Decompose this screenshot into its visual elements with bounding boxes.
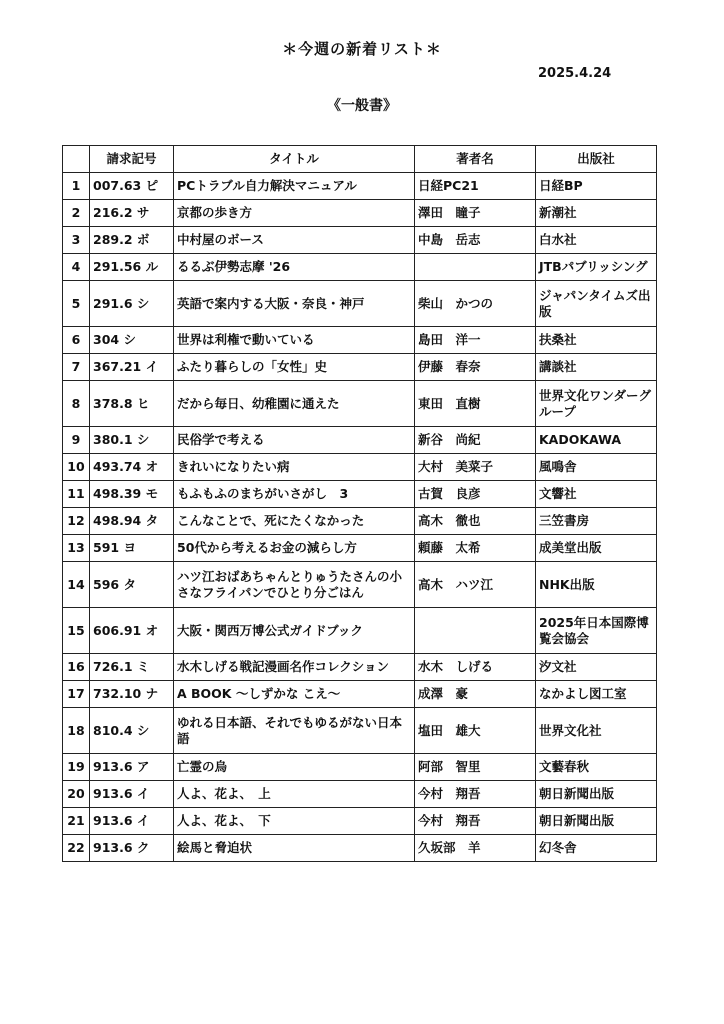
call-number: 913.6 ア: [90, 754, 174, 781]
table-row: [63, 608, 657, 654]
call-number: 291.6 シ: [90, 281, 174, 327]
call-number: 606.91 オ: [90, 608, 174, 654]
row-number: 10: [63, 454, 90, 481]
book-title: 民俗学で考える: [174, 427, 415, 454]
author-name: 新谷 尚紀: [415, 427, 536, 454]
header-author: 著者名: [415, 146, 536, 173]
call-number: 493.74 オ: [90, 454, 174, 481]
table-row: [63, 173, 657, 200]
publisher-name: なかよし図工室: [536, 681, 657, 708]
book-title: もふもふのまちがいさがし 3: [174, 481, 415, 508]
author-name: 久坂部 羊: [415, 835, 536, 862]
publisher-name: 文響社: [536, 481, 657, 508]
table-row: [63, 781, 657, 808]
table-row: [63, 454, 657, 481]
table-row: [63, 227, 657, 254]
table-row: [63, 708, 657, 754]
row-number: 12: [63, 508, 90, 535]
call-number: 913.6 イ: [90, 781, 174, 808]
author-name: 高木 ハツ江: [415, 562, 536, 608]
author-name: 今村 翔吾: [415, 781, 536, 808]
table-row: [63, 327, 657, 354]
author-name: 澤田 瞳子: [415, 200, 536, 227]
publisher-name: NHK出版: [536, 562, 657, 608]
book-title: 人よ、花よ、 下: [174, 808, 415, 835]
row-number: 5: [63, 281, 90, 327]
call-number: 367.21 イ: [90, 354, 174, 381]
publisher-name: 2025年日本国際博覧会協会: [536, 608, 657, 654]
call-number: 732.10 ナ: [90, 681, 174, 708]
table-header-row: [63, 146, 657, 173]
book-title: ゆれる日本語、それでもゆるがない日本語: [174, 708, 415, 754]
book-title: 人よ、花よ、 上: [174, 781, 415, 808]
row-number: 1: [63, 173, 90, 200]
book-title: 亡霊の烏: [174, 754, 415, 781]
book-title: 絵馬と脅迫状: [174, 835, 415, 862]
table-row: [63, 481, 657, 508]
row-number: 2: [63, 200, 90, 227]
header-no: [63, 146, 90, 173]
book-title: こんなことで、死にたくなかった: [174, 508, 415, 535]
author-name: 日経PC21: [415, 173, 536, 200]
call-number: 913.6 イ: [90, 808, 174, 835]
book-title: きれいになりたい病: [174, 454, 415, 481]
call-number: 007.63 ピ: [90, 173, 174, 200]
table-row: [63, 681, 657, 708]
call-number: 726.1 ミ: [90, 654, 174, 681]
author-name: 頼藤 太希: [415, 535, 536, 562]
publisher-name: 汐文社: [536, 654, 657, 681]
author-name: 成澤 豪: [415, 681, 536, 708]
call-number: 289.2 ボ: [90, 227, 174, 254]
list-date: 2025.4.24: [538, 66, 612, 81]
publisher-name: 世界文化社: [536, 708, 657, 754]
row-number: 14: [63, 562, 90, 608]
book-title: 世界は利権で動いている: [174, 327, 415, 354]
publisher-name: 講談社: [536, 354, 657, 381]
publisher-name: 風鳴舎: [536, 454, 657, 481]
row-number: 15: [63, 608, 90, 654]
book-title: ふたり暮らしの「女性」史: [174, 354, 415, 381]
publisher-name: 扶桑社: [536, 327, 657, 354]
section-heading: 《一般書》: [327, 98, 397, 114]
author-name: 大村 美菜子: [415, 454, 536, 481]
publisher-name: 朝日新聞出版: [536, 808, 657, 835]
author-name: 伊藤 春奈: [415, 354, 536, 381]
author-name: [415, 608, 536, 654]
publisher-name: 文藝春秋: [536, 754, 657, 781]
author-name: [415, 254, 536, 281]
row-number: 11: [63, 481, 90, 508]
row-number: 17: [63, 681, 90, 708]
book-title: A BOOK ～しずかな こえ～: [174, 681, 415, 708]
table-row: [63, 381, 657, 427]
call-number: 596 タ: [90, 562, 174, 608]
table-row: [63, 427, 657, 454]
author-name: 東田 直樹: [415, 381, 536, 427]
row-number: 6: [63, 327, 90, 354]
book-title: だから毎日、幼稚園に通えた: [174, 381, 415, 427]
row-number: 21: [63, 808, 90, 835]
book-title: るるぶ伊勢志摩 '26: [174, 254, 415, 281]
row-number: 16: [63, 654, 90, 681]
header-title: タイトル: [174, 146, 415, 173]
row-number: 3: [63, 227, 90, 254]
author-name: 柴山 かつの: [415, 281, 536, 327]
book-title: 大阪・関西万博公式ガイドブック: [174, 608, 415, 654]
publisher-name: ジャパンタイムズ出版: [536, 281, 657, 327]
table-row: [63, 254, 657, 281]
row-number: 8: [63, 381, 90, 427]
table-row: [63, 200, 657, 227]
table-row: [63, 281, 657, 327]
publisher-name: 三笠書房: [536, 508, 657, 535]
author-name: 中島 岳志: [415, 227, 536, 254]
call-number: 810.4 シ: [90, 708, 174, 754]
table-row: [63, 754, 657, 781]
author-name: 古賀 良彦: [415, 481, 536, 508]
row-number: 13: [63, 535, 90, 562]
publisher-name: 白水社: [536, 227, 657, 254]
table-row: [63, 535, 657, 562]
call-number: 591 ヨ: [90, 535, 174, 562]
publisher-name: JTBパブリッシング: [536, 254, 657, 281]
book-title: 水木しげる戦記漫画名作コレクション: [174, 654, 415, 681]
publisher-name: 新潮社: [536, 200, 657, 227]
row-number: 7: [63, 354, 90, 381]
header-call-number: 請求記号: [90, 146, 174, 173]
header-publisher: 出版社: [536, 146, 657, 173]
call-number: 378.8 ヒ: [90, 381, 174, 427]
book-title: 京都の歩き方: [174, 200, 415, 227]
book-title: ハツ江おばあちゃんとりゅうたさんの小さなフライパンでひとり分ごはん: [174, 562, 415, 608]
table-row: [63, 808, 657, 835]
publisher-name: 日経BP: [536, 173, 657, 200]
call-number: 216.2 サ: [90, 200, 174, 227]
author-name: 水木 しげる: [415, 654, 536, 681]
call-number: 380.1 シ: [90, 427, 174, 454]
row-number: 4: [63, 254, 90, 281]
row-number: 18: [63, 708, 90, 754]
publisher-name: 朝日新聞出版: [536, 781, 657, 808]
publisher-name: KADOKAWA: [536, 427, 657, 454]
author-name: 阿部 智里: [415, 754, 536, 781]
call-number: 291.56 ル: [90, 254, 174, 281]
book-title: PCトラブル自力解決マニュアル: [174, 173, 415, 200]
book-title: 英語で案内する大阪・奈良・神戸: [174, 281, 415, 327]
page-title: ＊今週の新着リスト＊: [282, 40, 442, 58]
publisher-name: 成美堂出版: [536, 535, 657, 562]
author-name: 島田 洋一: [415, 327, 536, 354]
book-title: 50代から考えるお金の減らし方: [174, 535, 415, 562]
author-name: 塩田 雄大: [415, 708, 536, 754]
author-name: 今村 翔吾: [415, 808, 536, 835]
table-row: [63, 562, 657, 608]
row-number: 9: [63, 427, 90, 454]
call-number: 913.6 ク: [90, 835, 174, 862]
row-number: 19: [63, 754, 90, 781]
call-number: 304 シ: [90, 327, 174, 354]
author-name: 高木 徹也: [415, 508, 536, 535]
row-number: 22: [63, 835, 90, 862]
table-row: [63, 835, 657, 862]
table-row: [63, 354, 657, 381]
publisher-name: 幻冬舎: [536, 835, 657, 862]
table-row: [63, 654, 657, 681]
call-number: 498.39 モ: [90, 481, 174, 508]
call-number: 498.94 タ: [90, 508, 174, 535]
new-arrivals-table: [62, 145, 657, 862]
publisher-name: 世界文化ワンダーグループ: [536, 381, 657, 427]
book-title: 中村屋のボース: [174, 227, 415, 254]
table-row: [63, 508, 657, 535]
row-number: 20: [63, 781, 90, 808]
